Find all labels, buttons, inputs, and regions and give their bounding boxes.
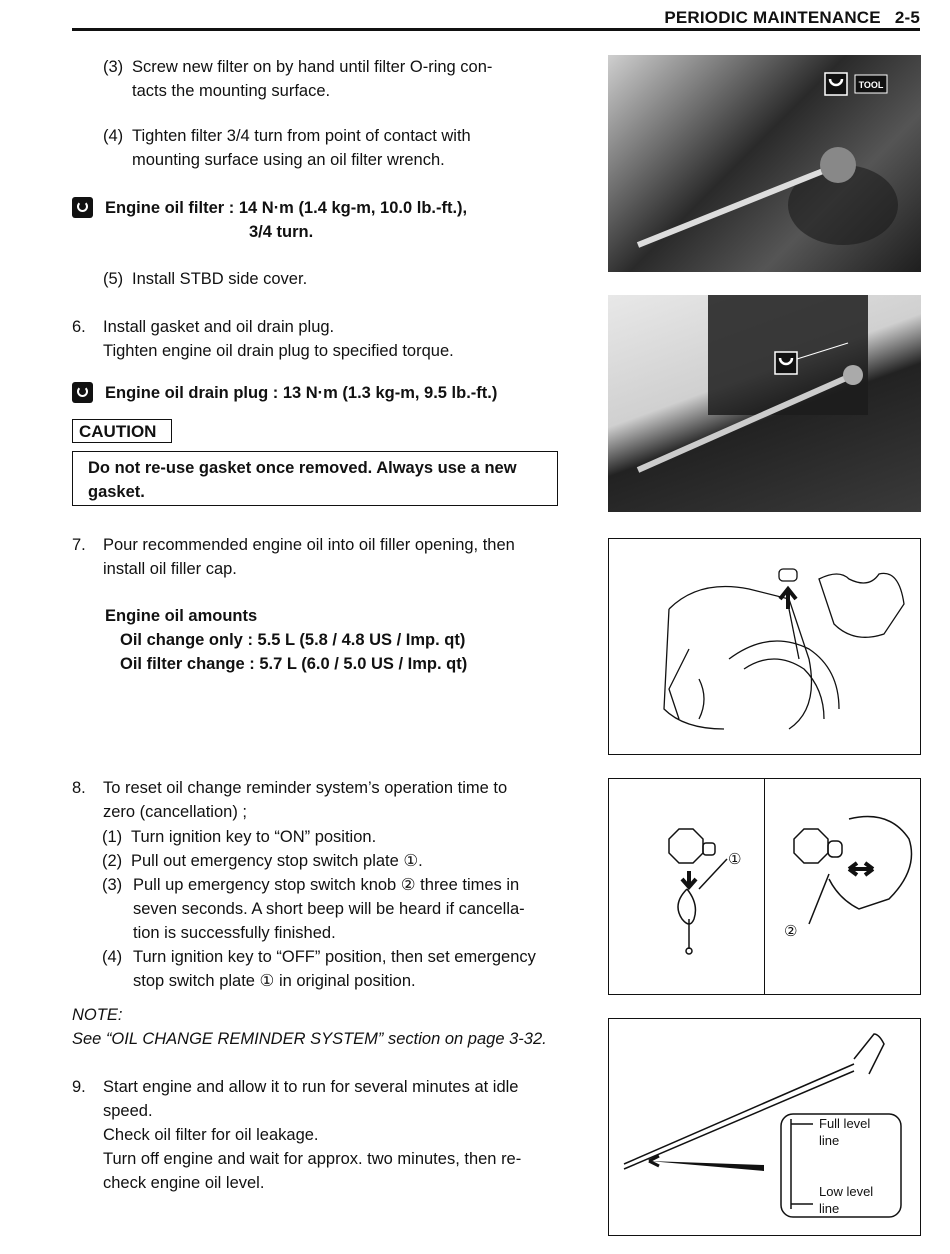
spec-text-line: Engine oil drain plug : 13 N·m (1.3 kg-m, 9.5 lb.-ft.) [105,384,498,402]
callout-2: ② [784,922,798,940]
substep-number: (3) [102,876,123,894]
drawing-emergency-stop-switch [608,778,921,995]
step-text-line: Turn ignition key to “ON” position. [131,828,377,846]
step-number: 7. [72,536,86,554]
amounts-line: Oil change only : 5.5 L (5.8 / 4.8 US / Imp. qt) [120,631,466,649]
caution-text-line: gasket. [88,483,145,501]
step-number: (3) [103,58,124,76]
full-level-label [819,1115,870,1149]
note-label: NOTE: [72,1006,123,1024]
amounts-line: Oil filter change : 5.7 L (6.0 / 5.0 US / Imp. qt) [120,655,468,673]
step-text-line: Check oil filter for oil leakage. [103,1126,319,1144]
step-text-line: Tighten filter 3/4 turn from point of contact with [132,127,471,145]
drawing-oil-filler-lines [609,539,920,754]
header-title [664,6,920,30]
substep-number: (1) [102,828,123,846]
step-text-line: tacts the mounting surface. [132,82,331,100]
step-number: 8. [72,779,86,797]
substep-number: (2) [102,852,123,870]
low-level-text: line [819,1201,840,1216]
tool-label: TOOL [858,80,884,90]
full-level-text: line [819,1133,840,1148]
section-title: PERIODIC MAINTENANCE [664,8,881,27]
step-text-line: seven seconds. A short beep will be heard if cancella- [133,900,525,918]
page-number: 2-5 [894,8,920,27]
step-text-line: Install STBD side cover. [132,270,308,288]
callout-1: ① [728,850,742,868]
step-number: (5) [103,270,124,288]
page-header [72,4,920,31]
torque-wrench-icon [72,382,93,403]
step-text-line: Pour recommended engine oil into oil filler opening, then [103,536,515,554]
full-level-text: Full level [819,1116,871,1131]
step-text-line: Turn ignition key to “OFF” position, then set emergency [133,948,536,966]
drawing-dipstick-lines [609,1019,920,1235]
step-text-line: To reset oil change reminder system’s operation time to [103,779,508,797]
spec-text-line: Engine oil filter : 14 N·m (1.4 kg-m, 10.0 lb.-ft.), [105,199,468,217]
substep-number: (4) [102,948,123,966]
step-text-line: Pull up emergency stop switch knob ② three times in [133,876,520,894]
step-text-line: speed. [103,1102,153,1120]
torque-wrench-icon [72,197,93,218]
photo-oil-drain-plug [608,295,921,512]
caution-box [72,451,558,506]
low-level-label [819,1183,873,1217]
step-text-line: zero (cancellation) ; [103,803,247,821]
photo-overlay [608,55,921,272]
step-text-line: Tighten engine oil drain plug to specified torque. [103,342,454,360]
step-number: 9. [72,1078,86,1096]
photo-oil-filter-wrench [608,55,921,272]
step-text-line: Turn off engine and wait for approx. two minutes, then re- [103,1150,522,1168]
step-text-line: Screw new filter on by hand until filter O-ring con- [132,58,493,76]
step-text-line: tion is successfully finished. [133,924,336,942]
caution-label: CAUTION [72,419,172,443]
spec-text-line: 3/4 turn. [249,223,314,241]
amounts-title: Engine oil amounts [105,607,258,625]
step-number: 6. [72,318,86,336]
step-text-line: mounting surface using an oil filter wrench. [132,151,445,169]
step-text-line: Pull out emergency stop switch plate ①. [131,852,423,870]
step-text-line: check engine oil level. [103,1174,265,1192]
drawing-oil-dipstick [608,1018,921,1236]
caution-text-line: Do not re-use gasket once removed. Always use a new [88,459,517,477]
drawing-oil-filler [608,538,921,755]
note-text: See “OIL CHANGE REMINDER SYSTEM” section on page 3-32. [72,1030,547,1048]
drawing-stop-switch-lines [609,779,920,994]
step-text-line: Install gasket and oil drain plug. [103,318,335,336]
step-number: (4) [103,127,124,145]
photo-overlay [608,295,921,512]
step-text-line: stop switch plate ① in original position. [133,972,416,990]
step-text-line: install oil filler cap. [103,560,237,578]
low-level-text: Low level [819,1184,874,1199]
step-text-line: Start engine and allow it to run for several minutes at idle [103,1078,519,1096]
